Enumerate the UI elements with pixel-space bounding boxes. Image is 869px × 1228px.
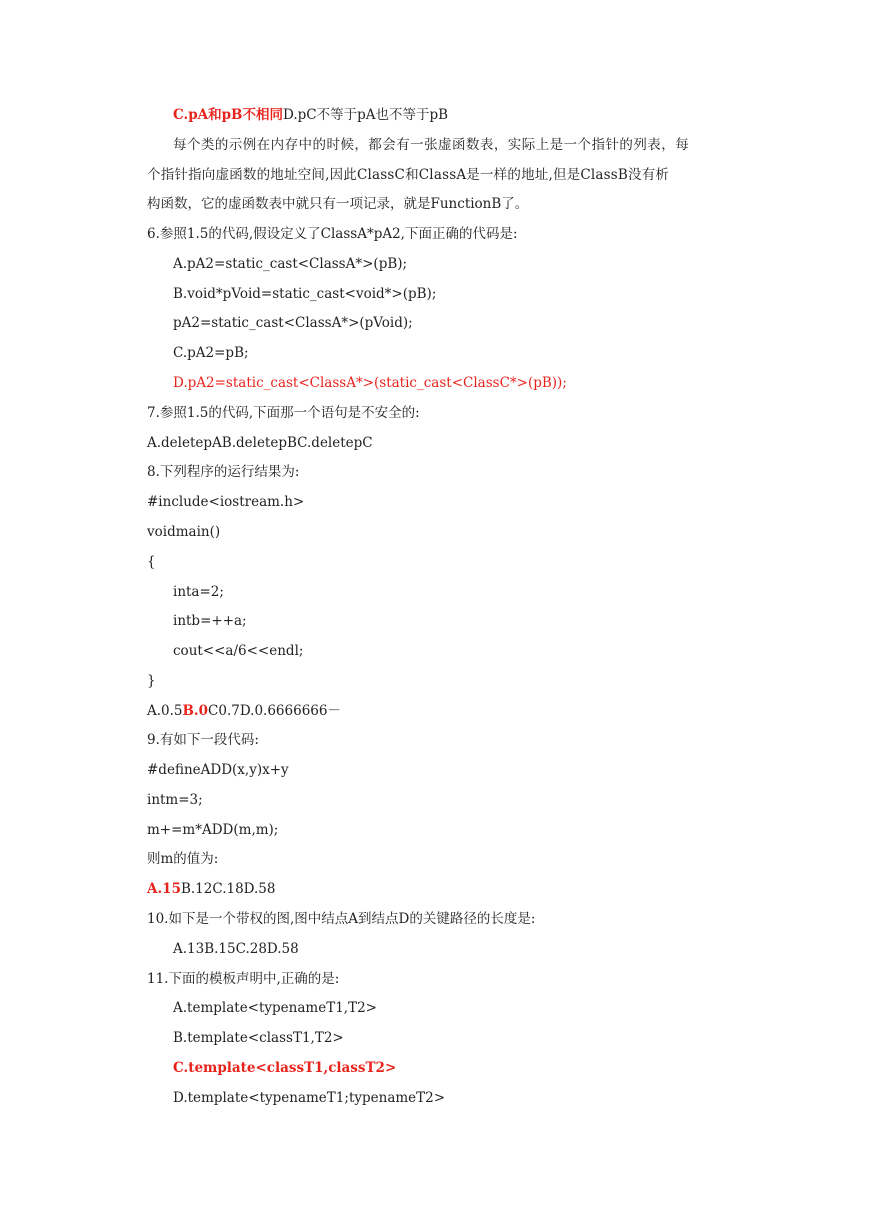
question-8: 8.下列程序的运行结果为: (147, 464, 300, 480)
option-text: A.0.5 (147, 703, 183, 719)
question-9: 9.有如下一段代码: (147, 732, 259, 748)
question-9-options (147, 880, 276, 898)
question-7: 7.参照1.5的代码,下面那一个语句是不安全的: (147, 405, 420, 421)
answer-highlight: A.15 (147, 881, 181, 897)
question-8-options (147, 702, 341, 720)
question-6-option-c: C.pA2=pB; (173, 345, 249, 361)
code-main: voidmain() (147, 524, 221, 540)
code-m-assign: m+=m*ADD(m,m); (147, 822, 279, 838)
question-11-option-a: A.template<typenameT1,T2> (173, 1000, 377, 1016)
explanation-paragraph-line-2: 个指针指向虚函数的地址空间,因此ClassC和ClassA是一样的地址,但是ClassB没有析 (147, 167, 670, 183)
code-cout: cout<<a/6<<endl; (173, 643, 304, 659)
question-11-option-d: D.template<typenameT1;typenameT2> (173, 1090, 446, 1106)
question-10: 10.如下是一个带权的图,图中结点A到结点D的关键路径的长度是: (147, 911, 536, 927)
answer-highlight: B.0 (182, 703, 209, 719)
code-intm: intm=3; (147, 792, 203, 808)
question-7-options: A.deletepAB.deletepBC.deletepC (147, 435, 373, 451)
question-6-option-a: A.pA2=static_cast<ClassA*>(pB); (173, 256, 408, 272)
option-text: B.12C.18D.58 (180, 881, 276, 897)
question-9-prompt: 则m的值为: (147, 851, 219, 867)
code-intb: intb=++a; (173, 613, 247, 629)
code-open-brace: { (147, 554, 156, 570)
option-text: C0.7D.0.6666666－ (208, 703, 341, 719)
explanation-paragraph-line-3: 构函数，它的虚函数表中就只有一项记录，就是FunctionB了。 (147, 196, 529, 212)
code-inta: inta=2; (173, 584, 224, 600)
explanation-paragraph-line-1: 每个类的示例在内存中的时候，都会有一张虚函数表，实际上是一个指针的列表，每 (173, 137, 690, 153)
question-11-answer-c: C.template<classT1,classT2> (173, 1060, 397, 1076)
option-line-pc (173, 106, 448, 124)
code-define: #defineADD(x,y)x+y (147, 762, 289, 778)
question-6-option-b: B.void*pVoid=static_cast<void*>(pB); (173, 286, 437, 302)
question-6-option-b-cont: pA2=static_cast<ClassA*>(pVoid); (173, 315, 413, 331)
question-6: 6.参照1.5的代码,假设定义了ClassA*pA2,下面正确的代码是: (147, 226, 518, 242)
answer-highlight: C.pA和pB不相同 (173, 107, 283, 123)
option-text: D.pC不等于pA也不等于pB (282, 107, 449, 123)
code-close-brace: } (147, 673, 156, 689)
question-11-option-b: B.template<classT1,T2> (173, 1030, 344, 1046)
code-include: #include<iostream.h> (147, 494, 305, 510)
question-10-options: A.13B.15C.28D.58 (173, 941, 299, 957)
question-11: 11.下面的模板声明中,正确的是: (147, 971, 340, 987)
question-6-answer-d: D.pA2=static_cast<ClassA*>(static_cast<ClassC*>(pB)); (173, 375, 567, 391)
